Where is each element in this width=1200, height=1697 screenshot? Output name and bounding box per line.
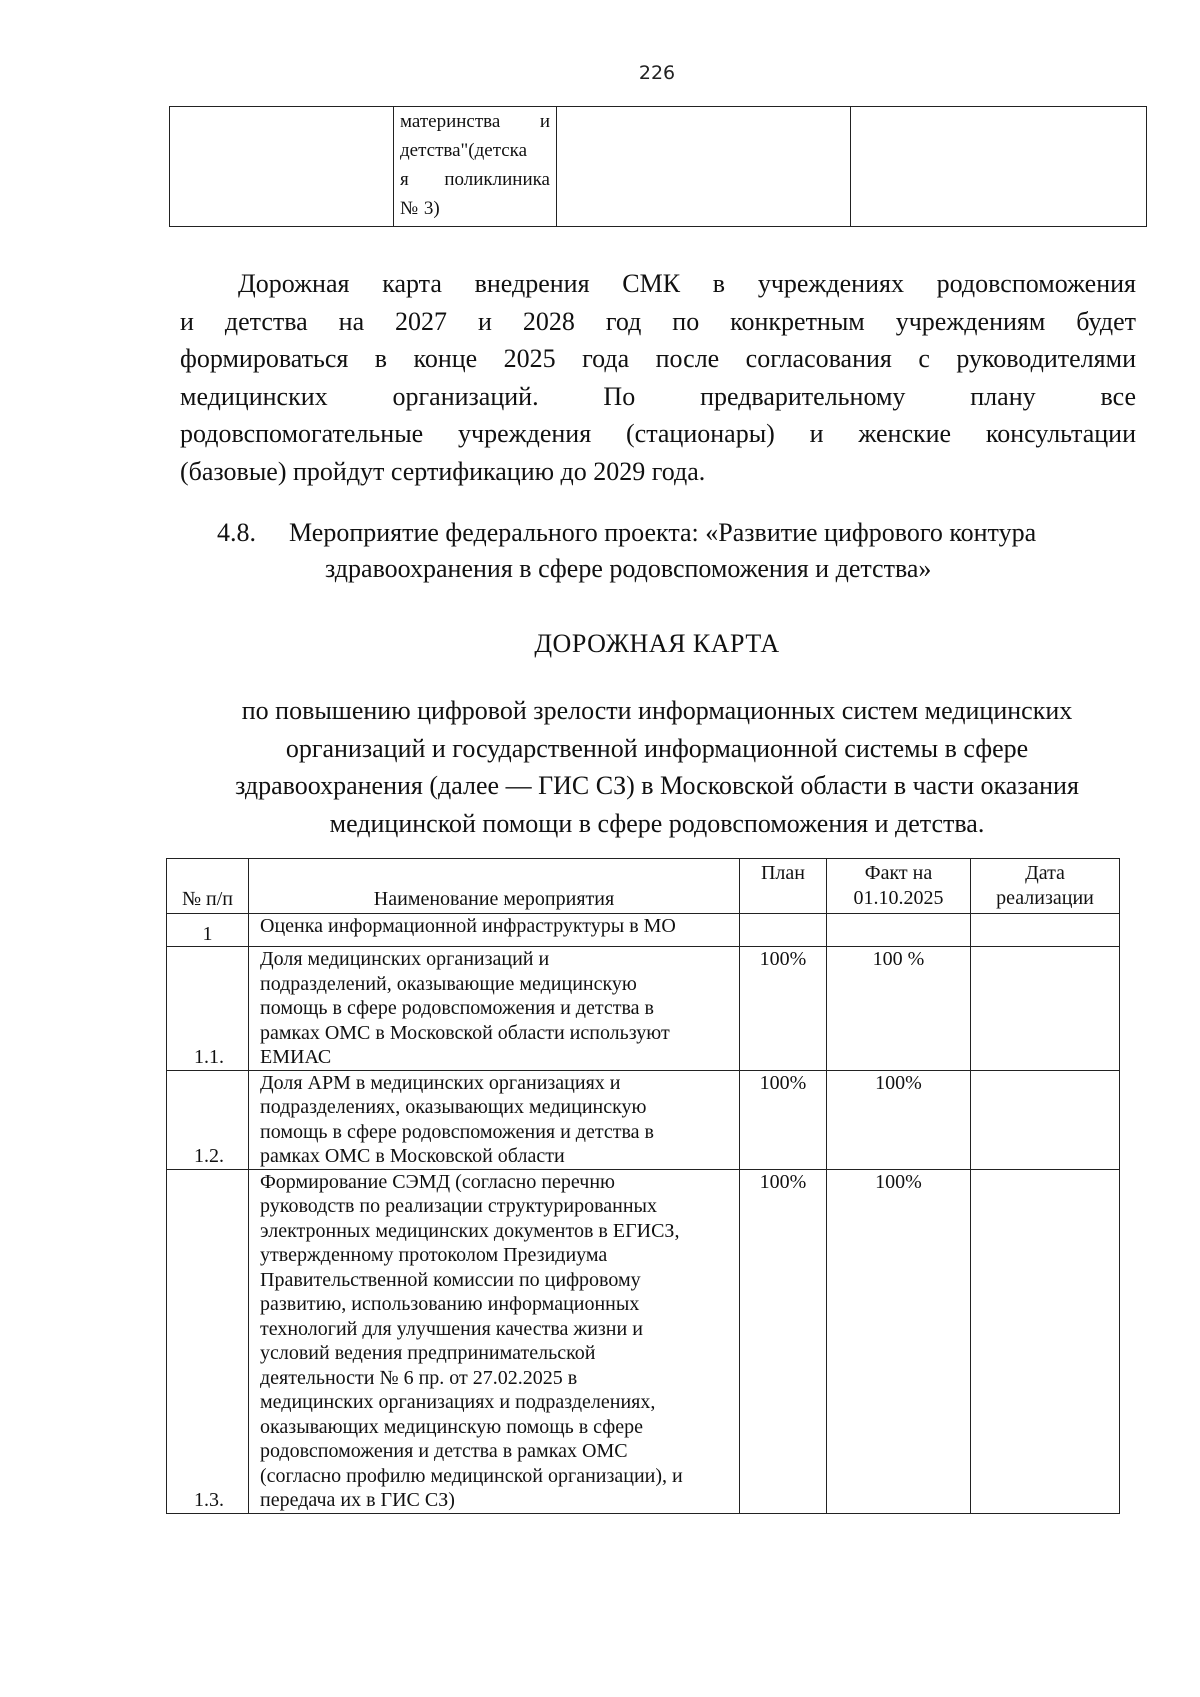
- header-fact: [827, 859, 971, 914]
- row-plan: 100%: [740, 1169, 827, 1513]
- roadmap-subtitle-line: медицинской помощи в сфере родовспоможения и детства.: [329, 808, 985, 838]
- row-fact: 100%: [827, 1169, 971, 1513]
- table-row: [167, 1070, 1120, 1169]
- row-name-line: родовспоможения и детства в рамках ОМС: [260, 1440, 628, 1462]
- row-date: [971, 1070, 1120, 1169]
- roadmap-subtitle: [140, 692, 1174, 842]
- table-row: [167, 914, 1120, 947]
- row-name-line: утвержденному протоколом Президиума: [260, 1244, 608, 1266]
- row-name-line: Доля АРМ в медицинских организациях и: [260, 1071, 621, 1094]
- paragraph-line: формироваться в конце 2025 года после согласования с руководителями: [180, 344, 1136, 373]
- continuation-line: я поликлиника: [400, 169, 550, 190]
- continuation-line: детства"(детска: [400, 140, 528, 161]
- paragraph-line: и детства на 2027 и 2028 год по конкретным учреждениям будет: [180, 306, 1136, 336]
- row-fact: 100%: [827, 1070, 971, 1169]
- header-date-line2: реализации: [996, 886, 1094, 909]
- header-date: [971, 859, 1120, 914]
- row-fact: 100 %: [827, 947, 971, 1071]
- roadmap-subtitle-line: организаций и государственной информационной системы в сфере: [285, 733, 1029, 763]
- row-name-line: оказывающих медицинскую помощь в сфере: [260, 1415, 644, 1438]
- roadmap-title: ДОРОЖНАЯ КАРТА: [534, 629, 780, 658]
- row-plan: 100%: [740, 947, 827, 1071]
- roadmap-subtitle-line: по повышению цифровой зрелости информационных систем медицинских: [241, 696, 1073, 725]
- row-plan: 100%: [740, 1070, 827, 1169]
- section-title-line2: здравоохранения в сфере родовспоможения и детства»: [325, 554, 932, 583]
- row-name-line: электронных медицинских документов в ЕГИСЗ,: [260, 1219, 680, 1242]
- continuation-table: [169, 106, 1147, 227]
- row-fact: [827, 914, 971, 947]
- row-name-line: деятельности № 6 пр. от 27.02.2025 в: [260, 1366, 578, 1389]
- row-name-line: (согласно профилю медицинской организации), и: [260, 1464, 683, 1487]
- section-title-line1: Мероприятие федерального проекта: «Развитие цифрового контура: [289, 518, 1037, 547]
- row-name-line: Правительственной комиссии по цифровому: [260, 1268, 641, 1291]
- row-name-line: рамках ОМС в Московской области используют: [260, 1021, 670, 1044]
- row-name-line: медицинских организациях и подразделениях,: [260, 1391, 656, 1413]
- row-name-line: помощь в сфере родовспоможения и детства в: [260, 1120, 654, 1143]
- row-num: 1: [167, 914, 249, 947]
- row-name-line: Оценка информационной инфраструктуры в МО: [260, 915, 676, 937]
- row-date: [971, 1169, 1120, 1513]
- paragraph-line: (базовые) пройдут сертификацию до 2029 года.: [180, 456, 706, 486]
- table-row: [167, 947, 1120, 1071]
- header-name: Наименование мероприятия: [249, 859, 740, 914]
- row-name-line: подразделений, оказывающие медицинскую: [260, 972, 637, 995]
- row-name-line: условий ведения предпринимательской: [260, 1342, 596, 1364]
- row-name-line: Формирование СЭМД (согласно перечню: [260, 1170, 615, 1193]
- row-date: [971, 947, 1120, 1071]
- continuation-cell-empty: [557, 107, 851, 227]
- row-name-line: рамках ОМС в Московской области: [260, 1145, 565, 1167]
- continuation-cell-text: [394, 107, 557, 227]
- row-name-line: ЕМИАС: [260, 1046, 332, 1068]
- row-date: [971, 914, 1120, 947]
- header-num: № п/п: [167, 859, 249, 914]
- row-name: [249, 947, 740, 1071]
- row-name-line: технологий для улучшения качества жизни и: [260, 1317, 643, 1340]
- continuation-line: материнства и: [400, 111, 550, 132]
- section-number: 4.8.: [217, 518, 256, 547]
- continuation-cell-empty: [851, 107, 1147, 227]
- row-num: 1.2.: [167, 1070, 249, 1169]
- header-fact-line2: 01.10.2025: [853, 886, 944, 909]
- table-row: [167, 1169, 1120, 1513]
- header-plan: План: [740, 859, 827, 914]
- row-name: [249, 1070, 740, 1169]
- continuation-cell-empty: [170, 107, 394, 227]
- row-name: [249, 914, 740, 947]
- roadmap-subtitle-line: здравоохранения (далее — ГИС СЗ) в Московской области в части оказания: [235, 771, 1079, 800]
- header-fact-line1: Факт на: [864, 862, 933, 884]
- row-name-line: руководств по реализации структурированных: [260, 1195, 657, 1217]
- header-date-line1: Дата: [1025, 862, 1065, 884]
- row-name-line: помощь в сфере родовспоможения и детства в: [260, 997, 654, 1019]
- section-heading: [217, 515, 1157, 587]
- paragraph-line: медицинских организаций. По предварительному плану все: [180, 381, 1136, 411]
- page-number: 226: [638, 62, 676, 84]
- table-header-row: [167, 859, 1120, 914]
- row-name-line: подразделениях, оказывающих медицинскую: [260, 1096, 647, 1118]
- continuation-line: № 3): [400, 198, 440, 219]
- paragraph-line: родовспомогательные учреждения (стационары) и женские консультации: [180, 419, 1136, 448]
- roadmap-table: [166, 858, 1120, 1514]
- row-name-line: Доля медицинских организаций и: [260, 948, 550, 970]
- row-num: 1.1.: [167, 947, 249, 1071]
- row-name-line: передача их в ГИС СЗ): [260, 1489, 455, 1511]
- paragraph-line: Дорожная карта внедрения СМК в учреждениях родовспоможения: [238, 269, 1136, 298]
- row-name: [249, 1169, 740, 1513]
- roadmap-paragraph: [180, 265, 1136, 490]
- row-num: 1.3.: [167, 1169, 249, 1513]
- row-name-line: развитию, использованию информационных: [260, 1293, 640, 1315]
- row-plan: [740, 914, 827, 947]
